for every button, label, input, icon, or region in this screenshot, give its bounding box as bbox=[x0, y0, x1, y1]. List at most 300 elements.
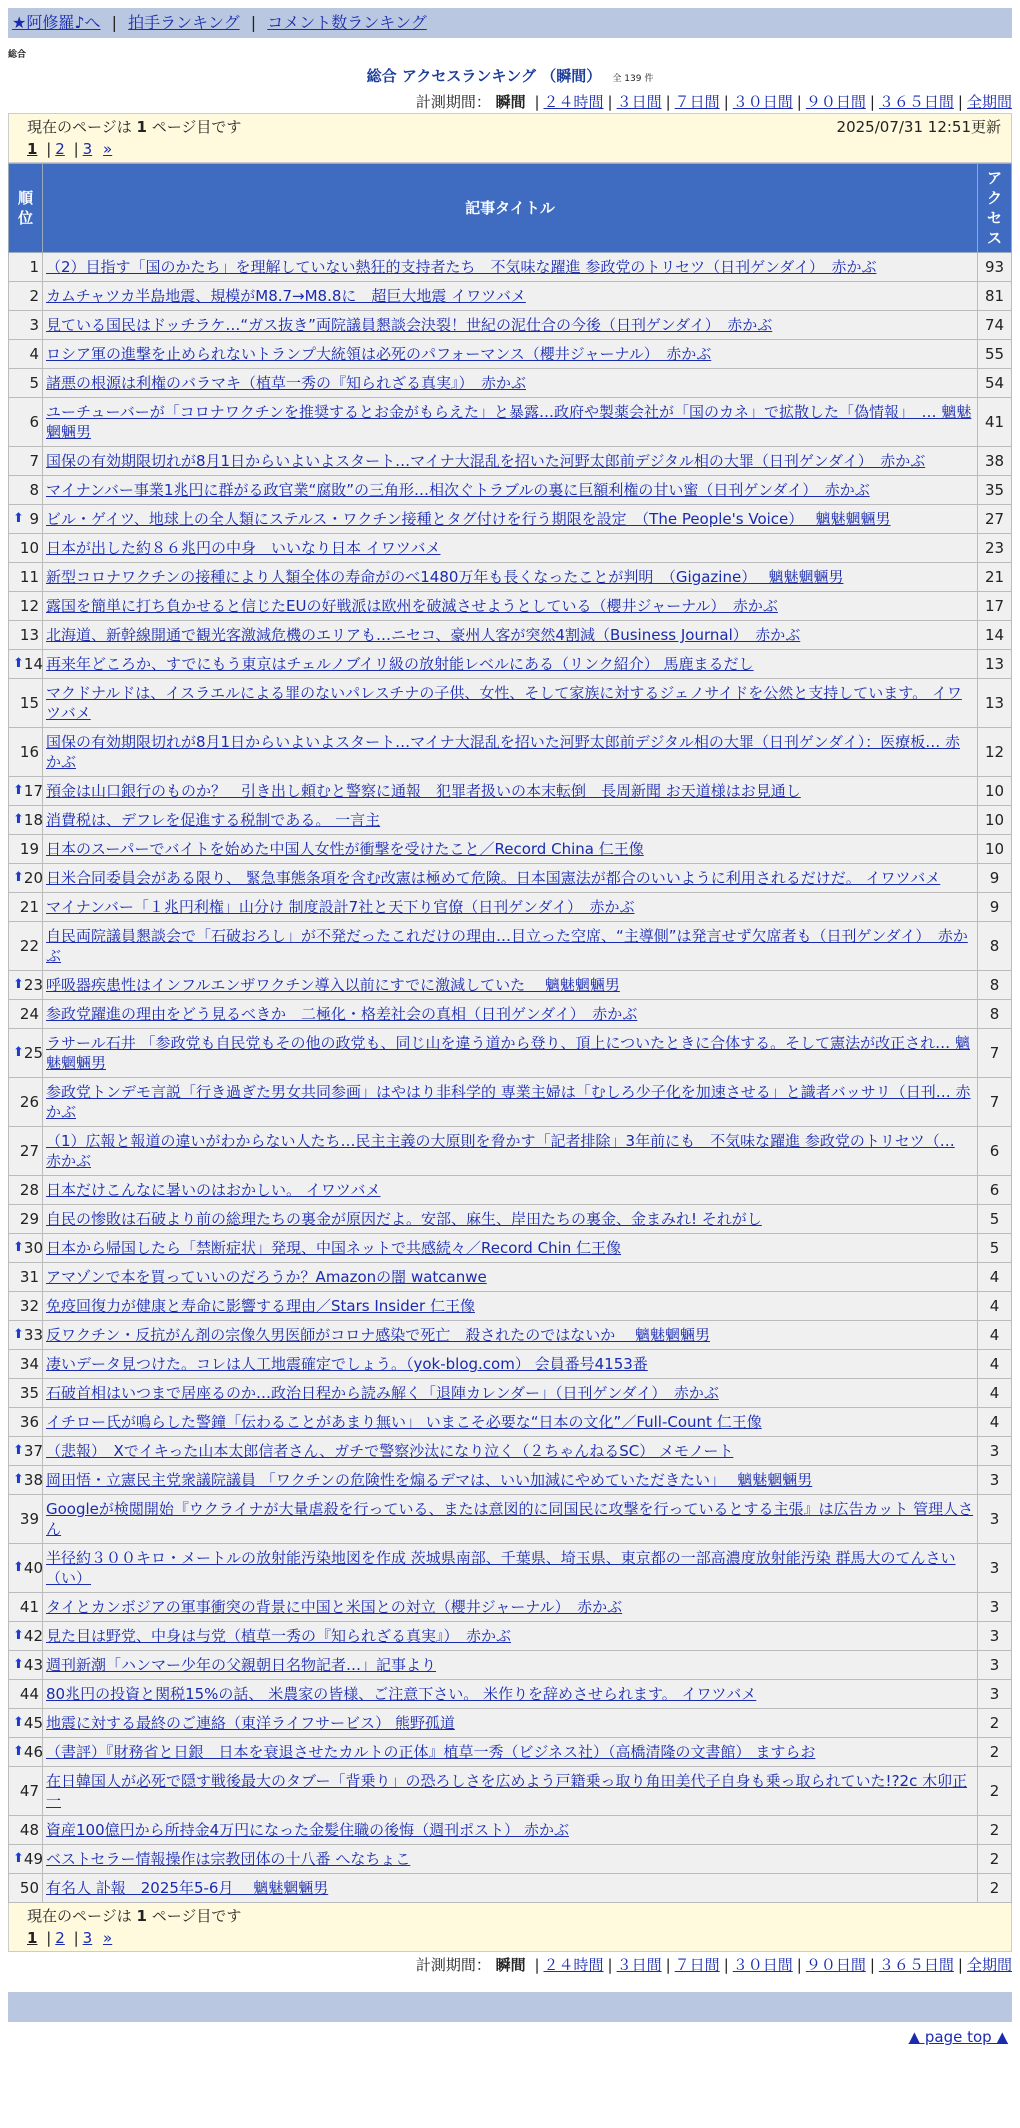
rank-cell bbox=[9, 679, 43, 728]
page-info-box-bottom bbox=[8, 1903, 1012, 1952]
article-link[interactable]: 地震に対する最終のご連絡（東洋ライフサービス） 熊野孤道 bbox=[46, 1714, 455, 1732]
rank-number: 22 bbox=[19, 937, 39, 955]
access-count: 55 bbox=[978, 340, 1012, 369]
rank-number: 19 bbox=[19, 840, 39, 858]
rank-cell bbox=[9, 592, 43, 621]
period-link[interactable]: ７日間 bbox=[674, 1956, 720, 1974]
table-row bbox=[9, 728, 1012, 777]
pager-next[interactable]: » bbox=[103, 1929, 113, 1947]
rank-cell bbox=[9, 253, 43, 282]
access-count: 6 bbox=[978, 1127, 1012, 1176]
title-cell bbox=[43, 1437, 978, 1466]
rank-number: 1 bbox=[29, 258, 39, 276]
rank-up-icon: ⬆ bbox=[13, 1045, 24, 1060]
rank-number: 8 bbox=[29, 481, 39, 499]
title-cell bbox=[43, 534, 978, 563]
access-count: 3 bbox=[978, 1651, 1012, 1680]
rank-cell bbox=[9, 340, 43, 369]
access-count: 8 bbox=[978, 971, 1012, 1000]
period-separator: | bbox=[607, 1956, 613, 1974]
table-row bbox=[9, 679, 1012, 728]
rank-up-icon: ⬆ bbox=[13, 656, 24, 671]
rank-cell bbox=[9, 1350, 43, 1379]
article-link[interactable]: 呼吸器疾患性はインフルエンザワクチン導入以前にすでに激減していた 魑魅魍魎男 bbox=[46, 976, 620, 994]
table-row bbox=[9, 893, 1012, 922]
rank-number: 43 bbox=[23, 1656, 43, 1674]
article-link[interactable]: 再来年どころか、すでにもう東京はチェルノブイリ級の放射能レベルにある（リンク紹介） 馬鹿まるだし bbox=[46, 655, 754, 673]
article-link[interactable]: 参政党トンデモ言説「行き過ぎた男女共同参画」はやはり非科学的 専業主婦は「むしろ少子化を加速させる」と識者バッサリ（日刊… 赤かぶ bbox=[46, 1083, 971, 1121]
rank-number: 11 bbox=[19, 568, 39, 586]
title-cell bbox=[43, 282, 978, 311]
period-link[interactable]: ３０日間 bbox=[732, 1956, 793, 1974]
rank-number: 15 bbox=[19, 694, 39, 712]
access-count: 3 bbox=[978, 1680, 1012, 1709]
article-link[interactable]: 凄いデータ見つけた。コレは人工地震確定でしょう。（yok-blog.com） 会員番号4153番 bbox=[46, 1355, 648, 1373]
rank-number: 48 bbox=[19, 1821, 39, 1839]
period-link[interactable]: ２４時間 bbox=[543, 1956, 604, 1974]
rank-cell bbox=[9, 1709, 43, 1738]
rank-cell bbox=[9, 1176, 43, 1205]
top-nav bbox=[8, 8, 1012, 38]
article-link[interactable]: 資産100億円から所持金4万円になった金髪住職の後悔（週刊ポスト） 赤かぶ bbox=[46, 1821, 569, 1839]
title-cell bbox=[43, 1350, 978, 1379]
title-cell bbox=[43, 1000, 978, 1029]
rank-up-icon: ⬆ bbox=[13, 1628, 24, 1643]
access-count: 4 bbox=[978, 1292, 1012, 1321]
title-cell bbox=[43, 1495, 978, 1544]
period-separator: | bbox=[665, 1956, 671, 1974]
rank-cell bbox=[9, 311, 43, 340]
period-link[interactable]: ３６５日間 bbox=[878, 93, 954, 111]
title-cell bbox=[43, 398, 978, 447]
table-row bbox=[9, 1544, 1012, 1593]
rank-number: 10 bbox=[19, 539, 39, 557]
access-count: 10 bbox=[978, 806, 1012, 835]
rank-number: 40 bbox=[23, 1559, 43, 1577]
table-row bbox=[9, 1495, 1012, 1544]
col-title: 記事タイトル bbox=[43, 164, 978, 253]
article-link[interactable]: Googleが検閲開始『ウクライナが大量虐殺を行っている、または意図的に同国民に攻撃を行っているとする主張』は広告カット 管理人さん bbox=[46, 1500, 974, 1538]
rank-up-icon: ⬆ bbox=[13, 870, 24, 885]
table-row bbox=[9, 621, 1012, 650]
table-row bbox=[9, 1593, 1012, 1622]
rank-number: 24 bbox=[19, 1005, 39, 1023]
access-count: 5 bbox=[978, 1205, 1012, 1234]
article-link[interactable]: マクドナルドは、イスラエルによる罪のないパレスチナの子供、女性、そして家族に対するジェノサイドを公然と支持しています。 イワツバメ bbox=[46, 684, 962, 722]
access-count: 41 bbox=[978, 398, 1012, 447]
table-row bbox=[9, 1234, 1012, 1263]
access-count: 7 bbox=[978, 1078, 1012, 1127]
pager-page-3[interactable]: 3 bbox=[82, 1929, 93, 1947]
title-cell bbox=[43, 1544, 978, 1593]
table-row bbox=[9, 1127, 1012, 1176]
rank-up-icon: ⬆ bbox=[13, 977, 24, 992]
rank-cell bbox=[9, 806, 43, 835]
article-link[interactable]: 日本のスーパーでバイトを始めた中国人女性が衝撃を受けたこと／Record China 仁王像 bbox=[46, 840, 644, 858]
article-link[interactable]: （書評）『財務省と日銀 日本を衰退させたカルトの正体』植草一秀（ビジネス社）（高橋清隆の文書館） ますらお bbox=[46, 1743, 816, 1761]
clap-ranking-link[interactable]: 拍手ランキング bbox=[128, 13, 240, 32]
article-link[interactable]: ユーチューバーが「コロナワクチンを推奨するとお金がもらえた」と暴露…政府や製薬会社が「国のカネ」で拡散した「偽情報」 … 魑魅魍魎男 bbox=[46, 403, 972, 441]
period-link[interactable]: 全期間 bbox=[966, 93, 1012, 111]
title-cell bbox=[43, 1845, 978, 1874]
access-count: 3 bbox=[978, 1495, 1012, 1544]
rank-number: 50 bbox=[19, 1879, 39, 1897]
rank-cell bbox=[9, 1845, 43, 1874]
access-count: 7 bbox=[978, 1029, 1012, 1078]
page-top bbox=[8, 2022, 1012, 2046]
article-link[interactable]: 国保の有効期限切れが8月1日からいよいよスタート…マイナ大混乱を招いた河野太郎前デジタル相の大罪（日刊ゲンダイ） 赤かぶ bbox=[46, 452, 926, 470]
title-cell bbox=[43, 1292, 978, 1321]
period-separator: | bbox=[796, 1956, 802, 1974]
table-row bbox=[9, 1321, 1012, 1350]
rank-number: 14 bbox=[23, 655, 43, 673]
rank-number: 42 bbox=[23, 1627, 43, 1645]
title-cell bbox=[43, 650, 978, 679]
title-cell bbox=[43, 447, 978, 476]
article-link[interactable]: マイナンバー事業1兆円に群がる政官業“腐敗”の三角形…相次ぐトラブルの裏に巨額利権の甘い蜜（日刊ゲンダイ） 赤かぶ bbox=[46, 481, 870, 499]
title-cell bbox=[43, 1379, 978, 1408]
rank-number: 30 bbox=[23, 1239, 43, 1257]
access-count: 21 bbox=[978, 563, 1012, 592]
table-row bbox=[9, 1000, 1012, 1029]
title-cell bbox=[43, 1408, 978, 1437]
article-link[interactable]: 岡田悟・立憲民主党衆議院議員 「ワクチンの危険性を煽るデマは、いい加減にやめていただきたい」 魑魅魍魎男 bbox=[46, 1471, 813, 1489]
article-link[interactable]: ラサール石井 「参政党も自民党もその他の政党も、同じ山を違う道から登り、頂上についたときに合体する。そして憲法が改正され… 魑魅魍魎男 bbox=[46, 1034, 970, 1072]
period-separator: | bbox=[796, 93, 802, 111]
rank-number: 36 bbox=[19, 1413, 39, 1431]
access-count: 5 bbox=[978, 1234, 1012, 1263]
access-count: 8 bbox=[978, 1000, 1012, 1029]
period-link[interactable]: ３日間 bbox=[616, 93, 662, 111]
table-row bbox=[9, 1350, 1012, 1379]
period-link[interactable]: ３０日間 bbox=[732, 93, 793, 111]
rank-cell bbox=[9, 864, 43, 893]
article-link[interactable]: 見ている国民はドッチラケ…“ガス抜き”両院議員懇談会決裂！世紀の泥仕合の今後（日刊ゲンダイ） 赤かぶ bbox=[46, 316, 773, 334]
access-count: 27 bbox=[978, 505, 1012, 534]
rank-up-icon: ⬆ bbox=[13, 1240, 24, 1255]
title-cell bbox=[43, 728, 978, 777]
pager-page-2[interactable]: 2 bbox=[55, 1929, 65, 1947]
col-rank: 順位 bbox=[9, 164, 43, 253]
article-link[interactable]: （1）広報と報道の違いがわからない人たち…民主主義の大原則を脅かす「記者排除」3年前にも 不気味な躍進 参政党のトリセツ（… 赤かぶ bbox=[46, 1132, 955, 1170]
access-count: 9 bbox=[978, 864, 1012, 893]
rank-cell bbox=[9, 1680, 43, 1709]
rank-cell bbox=[9, 563, 43, 592]
rank-cell bbox=[9, 835, 43, 864]
title-cell bbox=[43, 971, 978, 1000]
access-count: 3 bbox=[978, 1593, 1012, 1622]
article-link[interactable]: 日米合同委員会がある限り、 緊急事態条項を含む改憲は極めて危険。日本国憲法が都合のいいように利用されるだけだ。 イワツバメ bbox=[46, 869, 941, 887]
access-count: 3 bbox=[978, 1437, 1012, 1466]
period-separator: | bbox=[534, 1956, 540, 1974]
pager-current: 1 bbox=[27, 140, 38, 158]
rank-up-icon: ⬆ bbox=[13, 1744, 24, 1759]
article-link[interactable]: 週刊新潮「ハンマー少年の父親朝日名物記者…」記事より bbox=[46, 1656, 437, 1674]
table-header bbox=[9, 164, 1012, 253]
rank-cell bbox=[9, 1000, 43, 1029]
period-link[interactable]: ９０日間 bbox=[805, 1956, 866, 1974]
rank-cell bbox=[9, 398, 43, 447]
nav-separator: | bbox=[111, 13, 118, 32]
nav-separator: | bbox=[250, 13, 257, 32]
rank-cell bbox=[9, 1205, 43, 1234]
page-info-box bbox=[8, 113, 1012, 163]
access-count: 9 bbox=[978, 893, 1012, 922]
table-row bbox=[9, 1437, 1012, 1466]
article-link[interactable]: 日本が出した約８６兆円の中身 いいなり日本 イワツバメ bbox=[46, 539, 441, 557]
rank-number: 26 bbox=[19, 1093, 39, 1111]
table-row bbox=[9, 447, 1012, 476]
table-row bbox=[9, 369, 1012, 398]
pager-next[interactable]: » bbox=[103, 140, 113, 158]
rank-number: 2 bbox=[29, 287, 39, 305]
table-row bbox=[9, 476, 1012, 505]
title-cell bbox=[43, 864, 978, 893]
rank-up-icon: ⬆ bbox=[13, 1715, 24, 1730]
title-cell bbox=[43, 311, 978, 340]
table-row bbox=[9, 1767, 1012, 1816]
rank-number: 23 bbox=[23, 976, 43, 994]
rank-cell bbox=[9, 728, 43, 777]
rank-number: 17 bbox=[23, 782, 43, 800]
title-cell bbox=[43, 1176, 978, 1205]
rank-cell bbox=[9, 447, 43, 476]
page-top-link[interactable]: ▲ page top ▲ bbox=[908, 2028, 1008, 2046]
access-count: 3 bbox=[978, 1622, 1012, 1651]
title-cell bbox=[43, 253, 978, 282]
table-row bbox=[9, 864, 1012, 893]
period-separator: | bbox=[869, 93, 875, 111]
rank-number: 33 bbox=[23, 1326, 43, 1344]
article-link[interactable]: 日本から帰国したら「禁断症状」発現、中国ネットで共感続々／Record Chin 仁王像 bbox=[46, 1239, 622, 1257]
article-link[interactable]: 半径約３００キロ・メートルの放射能汚染地図を作成 茨城県南部、千葉県、埼玉県、東京都の一部高濃度放射能汚染 群馬大のてんさい（い） bbox=[46, 1549, 956, 1587]
access-count: 4 bbox=[978, 1408, 1012, 1437]
article-link[interactable]: 消費税は、デフレを促進する税制である。 一言主 bbox=[46, 811, 381, 829]
rank-cell bbox=[9, 650, 43, 679]
table-row bbox=[9, 1466, 1012, 1495]
title-cell bbox=[43, 1622, 978, 1651]
table-row bbox=[9, 282, 1012, 311]
article-link[interactable]: 自民の惨敗は石破より前の総理たちの裏金が原因だよ。安部、麻生、岸田たちの裏金、金まみれ! それがし bbox=[46, 1210, 762, 1228]
rank-number: 32 bbox=[19, 1297, 39, 1315]
table-row bbox=[9, 1709, 1012, 1738]
article-link[interactable]: （2）目指す「国のかたち」を理解していない熱狂的支持者たち 不気味な躍進 参政党のトリセツ（日刊ゲンダイ） 赤かぶ bbox=[46, 258, 877, 276]
pager-page-3[interactable]: 3 bbox=[82, 140, 93, 158]
period-current: 瞬間 bbox=[495, 1956, 526, 1974]
rank-number: 4 bbox=[29, 345, 39, 363]
title-cell bbox=[43, 369, 978, 398]
rank-up-icon: ⬆ bbox=[13, 511, 24, 526]
period-link[interactable]: ９０日間 bbox=[805, 93, 866, 111]
rank-number: 3 bbox=[29, 316, 39, 334]
period-label: 計測期間： bbox=[415, 93, 491, 111]
access-count: 81 bbox=[978, 282, 1012, 311]
rank-number: 21 bbox=[19, 898, 39, 916]
access-count: 13 bbox=[978, 650, 1012, 679]
rank-cell bbox=[9, 1593, 43, 1622]
rank-number: 44 bbox=[19, 1685, 39, 1703]
title-cell bbox=[43, 340, 978, 369]
rank-up-icon: ⬆ bbox=[13, 1560, 24, 1575]
rank-cell bbox=[9, 971, 43, 1000]
page-title-row bbox=[8, 66, 1012, 89]
page-info: 現在のページは 1 ページ目です bbox=[27, 118, 242, 136]
article-link[interactable]: 80兆円の投資と関税15%の話、 米農家の皆様、ご注意下さい。 米作りを辞めさせられます。 イワツバメ bbox=[46, 1685, 757, 1703]
article-link[interactable]: 石破首相はいつまで居座るのか…政治日程から読み解く「退陣カレンダー」（日刊ゲンダイ） 赤かぶ bbox=[46, 1384, 719, 1402]
period-link[interactable]: ２４時間 bbox=[543, 93, 604, 111]
rank-cell bbox=[9, 922, 43, 971]
rank-number: 39 bbox=[19, 1510, 39, 1528]
rank-number: 45 bbox=[23, 1714, 43, 1732]
access-count: 2 bbox=[978, 1874, 1012, 1903]
access-count: 2 bbox=[978, 1709, 1012, 1738]
article-link[interactable]: 露国を簡単に打ち負かせると信じたEUの好戦派は欧州を破滅させようとしている（櫻井ジャーナル） 赤かぶ bbox=[46, 597, 778, 615]
title-cell bbox=[43, 1874, 978, 1903]
table-row bbox=[9, 1622, 1012, 1651]
article-link[interactable]: ロシア軍の進撃を止められないトランプ大統領は必死のパフォーマンス（櫻井ジャーナル） 赤かぶ bbox=[46, 345, 712, 363]
rank-up-icon: ⬆ bbox=[13, 1327, 24, 1342]
table-row bbox=[9, 835, 1012, 864]
rank-number: 20 bbox=[23, 869, 43, 887]
article-link[interactable]: 免疫回復力が健康と寿命に影響する理由／Stars Insider 仁王像 bbox=[46, 1297, 475, 1315]
article-link[interactable]: 北海道、新幹線開通で観光客激減危機のエリアも…ニセコ、豪州人客が突然4割減（Business Journal） 赤かぶ bbox=[46, 626, 801, 644]
col-access: アクセス bbox=[978, 164, 1012, 253]
access-count: 38 bbox=[978, 447, 1012, 476]
title-cell bbox=[43, 1709, 978, 1738]
title-cell bbox=[43, 922, 978, 971]
rank-number: 35 bbox=[19, 1384, 39, 1402]
table-row bbox=[9, 505, 1012, 534]
rank-cell bbox=[9, 1544, 43, 1593]
pager-current: 1 bbox=[27, 1929, 38, 1947]
article-link[interactable]: 在日韓国人が必死で隠す戦後最大のタブー「背乗り」の恐ろしさを広めよう戸籍乗っ取り角田美代子自身も乗っ取られていた!?2c 木卯正一 bbox=[46, 1772, 968, 1810]
table-row bbox=[9, 563, 1012, 592]
title-cell bbox=[43, 621, 978, 650]
table-row bbox=[9, 1816, 1012, 1845]
article-link[interactable]: 有名人 訃報 2025年5-6月 魑魅魍魎男 bbox=[46, 1879, 329, 1897]
access-count: 14 bbox=[978, 621, 1012, 650]
title-cell bbox=[43, 592, 978, 621]
article-link[interactable]: ベストセラー情報操作は宗教団体の十八番 へなちょこ bbox=[46, 1850, 411, 1868]
article-link[interactable]: 反ワクチン・反抗がん剤の宗像久男医師がコロナ感染で死亡 殺されたのではないか 魑魅魍魎男 bbox=[46, 1326, 711, 1344]
period-label: 計測期間： bbox=[415, 1956, 491, 1974]
rank-cell bbox=[9, 1874, 43, 1903]
table-row bbox=[9, 922, 1012, 971]
rank-number: 6 bbox=[29, 413, 39, 431]
table-row bbox=[9, 1205, 1012, 1234]
rank-number: 29 bbox=[19, 1210, 39, 1228]
title-cell bbox=[43, 1321, 978, 1350]
article-link[interactable]: 参政党躍進の理由をどう見るべきか 二極化・格差社会の真相（日刊ゲンダイ） 赤かぶ bbox=[46, 1005, 638, 1023]
article-link[interactable]: マイナンバー「１兆円利権」山分け 制度設計7社と天下り官僚（日刊ゲンダイ） 赤かぶ bbox=[46, 898, 635, 916]
rank-number: 47 bbox=[19, 1782, 39, 1800]
access-count: 35 bbox=[978, 476, 1012, 505]
article-link[interactable]: 新型コロナワクチンの接種により人類全体の寿命がのべ1480万年も長くなったことが判明 （Gigazine） 魑魅魍魎男 bbox=[46, 568, 844, 586]
breadcrumb: 総合 bbox=[8, 50, 27, 60]
rank-number: 16 bbox=[19, 743, 39, 761]
access-count: 74 bbox=[978, 311, 1012, 340]
access-count: 6 bbox=[978, 1176, 1012, 1205]
article-link[interactable]: カムチャツカ半島地震、規模がM8.7→M8.8に 超巨大地震 イワツバメ bbox=[46, 287, 526, 305]
table-row bbox=[9, 311, 1012, 340]
access-count: 2 bbox=[978, 1738, 1012, 1767]
article-link[interactable]: アマゾンで本を買っていいのだろうか？Amazonの闇 watcanwe bbox=[46, 1268, 487, 1286]
period-link[interactable]: ３日間 bbox=[616, 1956, 662, 1974]
pager-bottom: 1 | 2 | 3 » bbox=[27, 1929, 113, 1947]
article-link[interactable]: 自民両院議員懇談会で「石破おろし」が不発だったこれだけの理由…目立った空席、“主導側”は発言せず欠席者も（日刊ゲンダイ） 赤かぶ bbox=[46, 927, 968, 965]
rank-cell bbox=[9, 505, 43, 534]
article-link[interactable]: 見た目は野党、中身は与党（植草一秀の『知られざる真実』） 赤かぶ bbox=[46, 1627, 512, 1645]
pager-page-2[interactable]: 2 bbox=[55, 140, 65, 158]
title-cell bbox=[43, 1205, 978, 1234]
pager: 1 | 2 | 3 » bbox=[27, 140, 113, 158]
period-link[interactable]: 全期間 bbox=[966, 1956, 1012, 1974]
table-row bbox=[9, 1738, 1012, 1767]
access-count: 2 bbox=[978, 1767, 1012, 1816]
update-time: 2025/07/31 12:51更新 bbox=[836, 118, 1001, 136]
total-count: 全 139 件 bbox=[612, 74, 654, 84]
period-separator: | bbox=[665, 93, 671, 111]
period-selector bbox=[8, 91, 1012, 113]
article-link[interactable]: タイとカンボジアの軍事衝突の背景に中国と米国との対立（櫻井ジャーナル） 赤かぶ bbox=[46, 1598, 623, 1616]
period-link[interactable]: ３６５日間 bbox=[878, 1956, 954, 1974]
article-link[interactable]: （悲報） Xでイキった山本太郎信者さん、ガチで警察沙汰になり泣く（２ちゃんねるSC） メモノート bbox=[46, 1442, 734, 1460]
period-separator: | bbox=[723, 1956, 729, 1974]
rank-cell bbox=[9, 1292, 43, 1321]
article-link[interactable]: 諸悪の根源は利権のバラマキ（植草一秀の『知られざる真実』） 赤かぶ bbox=[46, 374, 527, 392]
rank-number: 5 bbox=[29, 374, 39, 392]
rank-number: 34 bbox=[19, 1355, 39, 1373]
title-cell bbox=[43, 1738, 978, 1767]
period-link[interactable]: ７日間 bbox=[674, 93, 720, 111]
article-link[interactable]: ビル・ゲイツ、地球上の全人類にステルス・ワクチン接種とタグ付けを行う期限を設定 （The People's Voice） 魑魅魍魎男 bbox=[46, 510, 891, 528]
rank-cell bbox=[9, 1622, 43, 1651]
title-cell bbox=[43, 835, 978, 864]
rank-number: 46 bbox=[23, 1743, 43, 1761]
table-row bbox=[9, 592, 1012, 621]
rank-up-icon: ⬆ bbox=[13, 1657, 24, 1672]
access-count: 2 bbox=[978, 1845, 1012, 1874]
article-link[interactable]: 日本だけこんなに暑いのはおかしい。 イワツバメ bbox=[46, 1181, 381, 1199]
table-row bbox=[9, 1292, 1012, 1321]
title-cell bbox=[43, 505, 978, 534]
title-cell bbox=[43, 1816, 978, 1845]
access-count: 3 bbox=[978, 1466, 1012, 1495]
rank-cell bbox=[9, 1321, 43, 1350]
page-info: 現在のページは 1 ページ目です bbox=[27, 1907, 242, 1925]
rank-cell bbox=[9, 1263, 43, 1292]
rank-number: 9 bbox=[29, 510, 39, 528]
footer-bar bbox=[8, 1992, 1012, 2022]
title-cell bbox=[43, 1466, 978, 1495]
comment-ranking-link[interactable]: コメント数ランキング bbox=[267, 13, 427, 32]
access-count: 54 bbox=[978, 369, 1012, 398]
article-link[interactable]: イチロー氏が鳴らした警鐘「伝わることがあまり無い」 いまこそ必要な“日本の文化”／Full-Count 仁王像 bbox=[46, 1413, 762, 1431]
rank-cell bbox=[9, 893, 43, 922]
title-cell bbox=[43, 1078, 978, 1127]
home-link[interactable]: ★阿修羅♪へ bbox=[12, 13, 101, 32]
rank-cell bbox=[9, 1738, 43, 1767]
article-link[interactable]: 国保の有効期限切れが8月1日からいよいよスタート…マイナ大混乱を招いた河野太郎前デジタル相の大罪（日刊ゲンダイ）：医療板… 赤かぶ bbox=[46, 733, 960, 771]
rank-cell bbox=[9, 621, 43, 650]
access-count: 4 bbox=[978, 1263, 1012, 1292]
table-row bbox=[9, 1176, 1012, 1205]
rank-cell bbox=[9, 1816, 43, 1845]
article-link[interactable]: 預金は山口銀行のものか？ 引き出し頼むと警察に通報 犯罪者扱いの本末転倒 長周新聞 お天道様はお見通し bbox=[46, 782, 801, 800]
rank-up-icon: ⬆ bbox=[13, 1472, 24, 1487]
table-row bbox=[9, 1845, 1012, 1874]
rank-cell bbox=[9, 1495, 43, 1544]
